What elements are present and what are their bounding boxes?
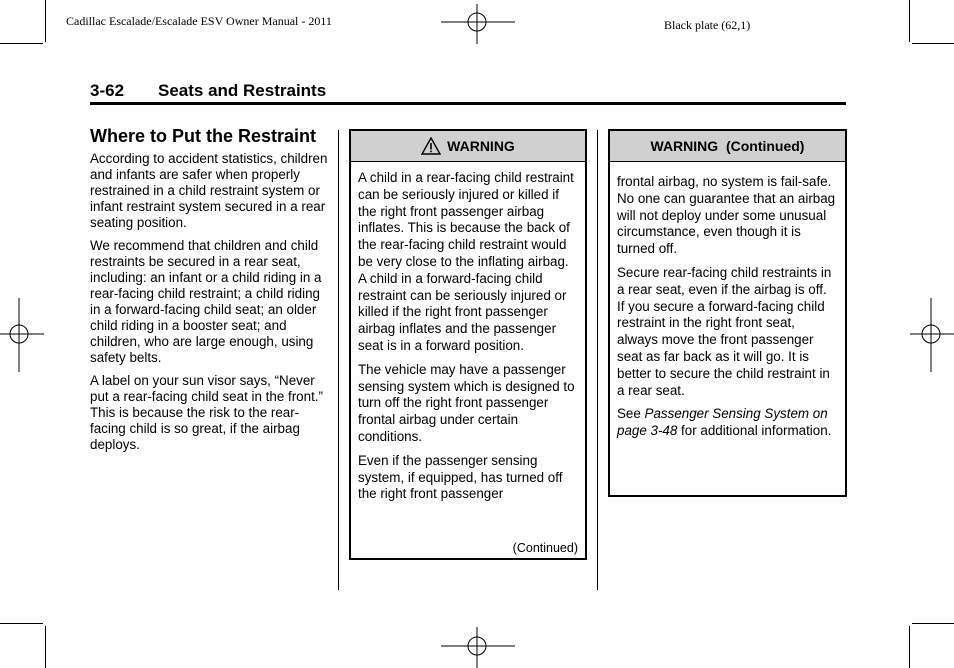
warning-title: WARNING [447, 138, 515, 154]
crop-mark [909, 0, 910, 42]
warning-continued-body [610, 162, 845, 440]
crop-mark [909, 626, 910, 668]
crop-mark [912, 623, 954, 624]
subsection-title: Where to Put the Restraint [90, 126, 317, 146]
page-number: 3-62 [90, 81, 125, 100]
warning-header [351, 131, 585, 162]
warning-paragraph: A child in a rear-facing child restraint can be seriously injured or killed if the right front passenger airbag inflates. This is because the back of the rear-facing child restraint would be very close to the inflating airbag. A child in a forward-facing child restraint can be seriously injured or killed if the right front passenger airbag inflates and the passenger seat is in a forward position. [358, 170, 574, 353]
warning-paragraph: frontal airbag, no system is fail-safe. No one can guarantee that an airbag will not deploy under some unusual circumstance, even though it is turned off. [617, 174, 836, 257]
cross-reference [617, 406, 837, 440]
page-header [90, 81, 326, 101]
paragraph: According to accident statistics, children and infants are safer when properly restrained in a child restraint system or infant restraint system secured in a rear seating position. [90, 151, 328, 230]
warning-continued-title: WARNING (Continued) [650, 138, 805, 154]
warning-box [349, 129, 587, 560]
column-1 [90, 126, 330, 460]
crop-mark [45, 0, 46, 42]
warning-body [351, 162, 585, 503]
crop-mark [0, 43, 43, 44]
section-title: Seats and Restraints [158, 81, 327, 100]
see-prefix: See [617, 406, 645, 422]
warning-paragraph: Secure rear-facing child restraints in a rear seat, even if the airbag is off. If you secure a forward-facing child restraint in the right front seat, always move the front passenger seat as far back as it will go. It is better to secure the child restraint in a rear seat. [617, 264, 832, 398]
column-divider [597, 130, 598, 590]
paragraph: A label on your sun visor says, “Never put a rear-facing child seat in the front.” This is because the risk to the rear-facing child is so great, if the airbag deploys. [90, 373, 323, 452]
warning-paragraph: Even if the passenger sensing system, if equipped, has turned off the right front passenger [358, 452, 563, 502]
warning-triangle-icon [421, 137, 441, 155]
registration-mark-right [910, 298, 954, 372]
crop-mark [45, 626, 46, 668]
registration-mark-left [0, 298, 44, 372]
cross-reference-link[interactable]: Passenger Sensing System on page 3-48 [617, 406, 828, 439]
see-suffix: for additional information. [677, 423, 832, 439]
continued-label: (Continued) [512, 541, 578, 555]
crop-mark [0, 623, 43, 624]
paragraph: We recommend that children and child restraints be secured in a rear seat, including: an infant or a child riding in a rear-facing child restraint; a child riding in a forward-facing child seat; an older child riding in a booster seat; and children, who are large enough, using safety belts. [90, 238, 322, 365]
warning-continued-header [610, 131, 845, 162]
column-divider [338, 130, 339, 590]
doc-title: Cadillac Escalade/Escalade ESV Owner Manual - 2011 [66, 14, 332, 28]
crop-mark [912, 43, 954, 44]
registration-mark-top [441, 4, 515, 44]
warning-paragraph: The vehicle may have a passenger sensing system which is designed to turn off the right front passenger frontal airbag under certain conditions. [358, 361, 575, 444]
registration-mark-bottom [441, 627, 515, 668]
warning-continued-box [608, 129, 847, 497]
plate-label: Black plate (62,1) [664, 18, 751, 32]
header-rule [90, 102, 846, 105]
